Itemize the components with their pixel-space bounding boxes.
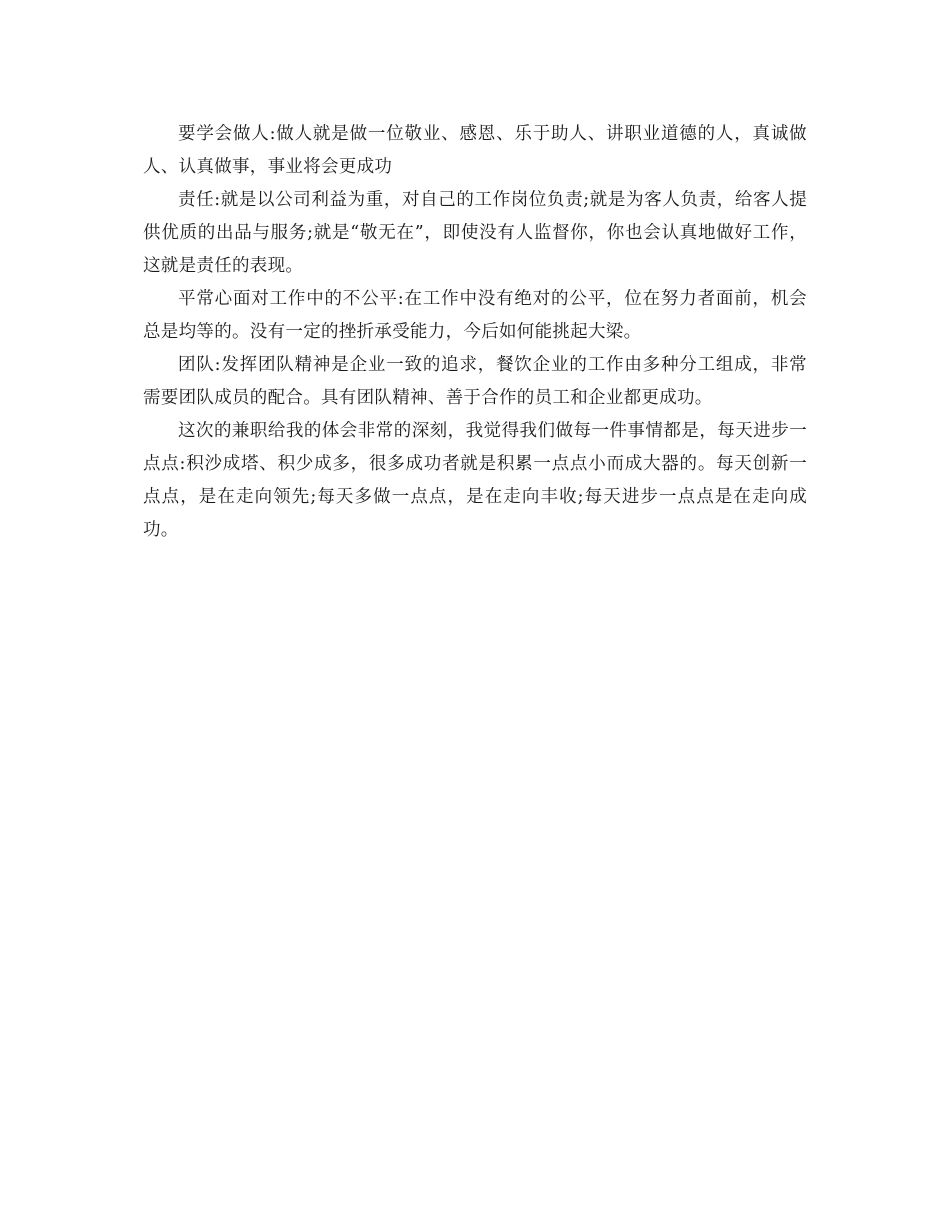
- paragraph-responsibility: 责任:就是以公司利益为重，对自己的工作岗位负责;就是为客人负责，给客人提供优质的出品与服务;就是“敬无在”，即使没有人监督你，你也会认真地做好工作，这就是责任的表现。: [143, 190, 807, 276]
- document-body: [143, 118, 807, 547]
- paragraph-unfairness: 平常心面对工作中的不公平:在工作中没有绝对的公平，位在努力者面前，机会总是均等的。没有一定的挫折承受能力，今后如何能挑起大梁。: [143, 289, 807, 342]
- paragraph-team: 团队:发挥团队精神是企业一致的追求，餐饮企业的工作由多种分工组成，非常需要团队成员的配合。具有团队精神、善于合作的员工和企业都更成功。: [143, 355, 807, 408]
- paragraph-learn-to-be-person: 要学会做人:做人就是做一位敬业、感恩、乐于助人、讲职业道德的人，真诚做人、认真做事，事业将会更成功: [143, 124, 807, 177]
- paragraph-conclusion: 这次的兼职给我的体会非常的深刻，我觉得我们做每一件事情都是，每天进步一点点:积沙成塔、积少成多，很多成功者就是积累一点点小而成大器的。每天创新一点点，是在走向领先;每天多做一点点，是在走向丰收;每天进步一点点是在走向成功。: [143, 421, 807, 540]
